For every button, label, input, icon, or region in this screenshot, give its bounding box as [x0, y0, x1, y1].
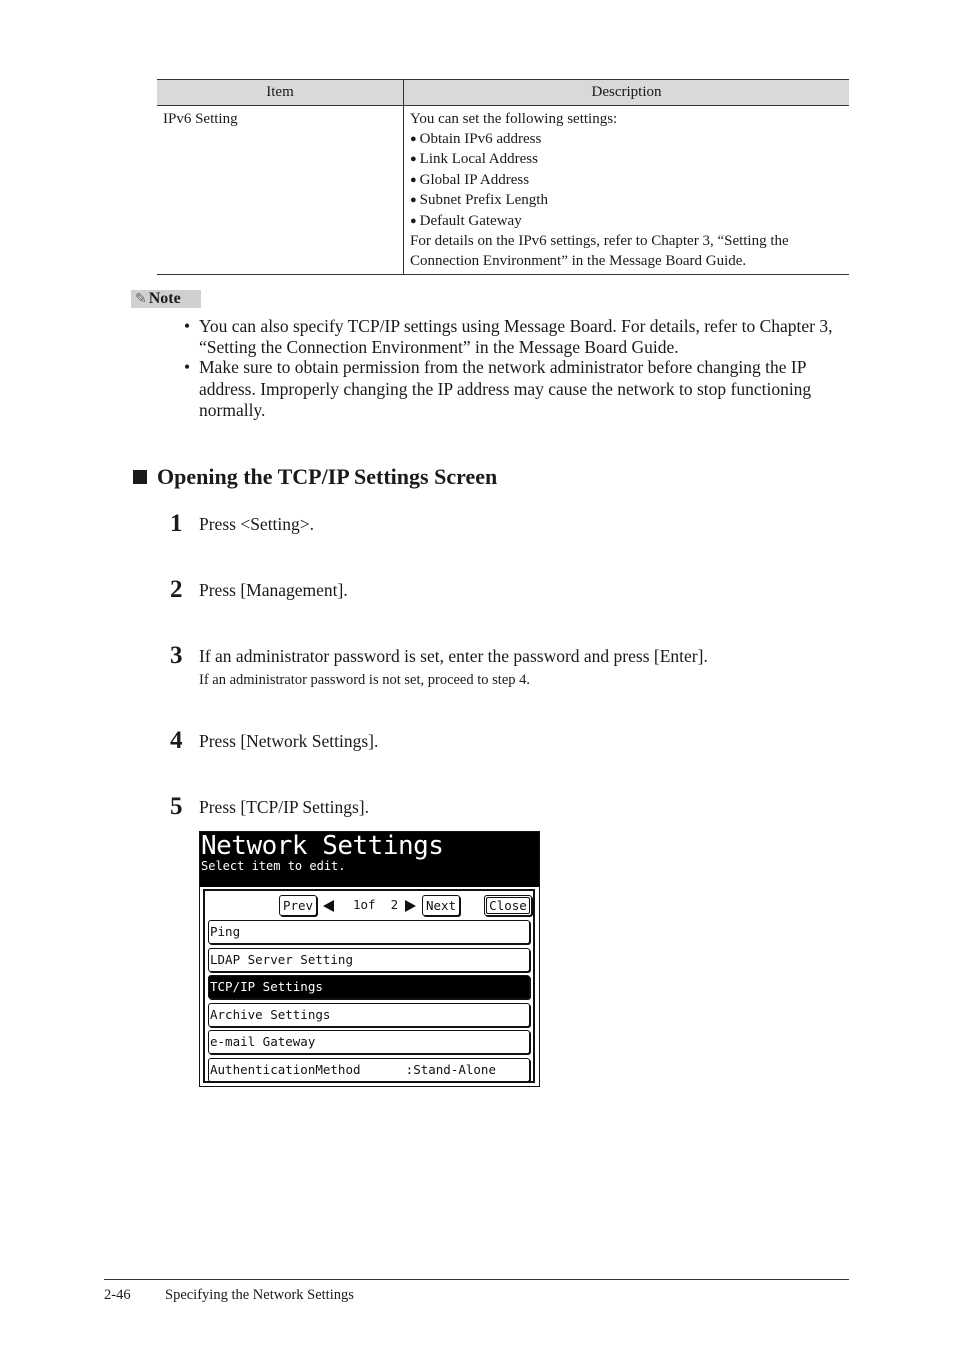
- note-item: • You can also specify TCP/IP settings using Message Board. For details, refer to Chapter 3, “Setting the Connection Environment” in the Message Board Guide.: [184, 316, 850, 357]
- pencil-icon: ✎: [135, 292, 147, 307]
- description-intro: You can set the following settings:: [410, 111, 618, 127]
- header-description: Description: [404, 80, 850, 106]
- menu-item-email-gateway[interactable]: e-mail Gateway: [208, 1030, 530, 1054]
- step-subtext: If an administrator password is not set, proceed to step 4.: [199, 672, 531, 688]
- row-description: [404, 106, 850, 275]
- page-total: 2: [390, 897, 399, 912]
- footer-divider: [104, 1279, 849, 1280]
- next-button[interactable]: Next: [422, 895, 460, 916]
- bullet-item: ● Subnet Prefix Length: [410, 191, 843, 212]
- close-button[interactable]: [484, 895, 532, 916]
- screen-title: Network Settings: [201, 831, 444, 861]
- description-details-2: Connection Environment” in the Message Board Guide.: [410, 252, 747, 269]
- screen-panel: [203, 889, 535, 1083]
- menu-item-authentication-method[interactable]: AuthenticationMethod :Stand-Alone: [208, 1058, 530, 1082]
- step-text: Press [TCP/IP Settings].: [199, 797, 369, 817]
- header-item: Item: [157, 80, 404, 106]
- screen-title-bar: [200, 832, 539, 887]
- step-number: 1: [170, 510, 183, 537]
- bullet-item: ● Obtain IPv6 address: [410, 130, 843, 151]
- description-details-1: For details on the IPv6 settings, refer to Chapter 3, “Setting the: [410, 233, 789, 249]
- section-heading: [133, 463, 497, 491]
- triangle-left-icon: [323, 900, 334, 912]
- step-number: 5: [170, 793, 183, 820]
- section-heading-text: Opening the TCP/IP Settings Screen: [157, 464, 498, 489]
- note-label-text: Note: [148, 290, 181, 307]
- square-bullet-icon: [133, 470, 147, 484]
- footer-page-number: 2-46: [104, 1287, 131, 1303]
- table-row: [157, 106, 849, 275]
- step-number: 3: [170, 642, 183, 669]
- row-item: IPv6 Setting: [157, 106, 404, 275]
- table-header-row: [157, 80, 849, 106]
- close-button-label: Close: [486, 897, 530, 914]
- step-number: 2: [170, 576, 183, 603]
- device-screen: [199, 831, 540, 1087]
- step-text: Press [Management].: [199, 580, 348, 600]
- note-list: [184, 316, 850, 422]
- step-text: Press [Network Settings].: [199, 731, 379, 751]
- step-text: If an administrator password is set, enter the password and press [Enter].: [199, 646, 708, 666]
- bullet-item: ● Global IP Address: [410, 171, 843, 192]
- step-text: Press <Setting>.: [199, 514, 315, 534]
- footer-title: Specifying the Network Settings: [165, 1287, 354, 1303]
- menu-item-tcp-ip-settings[interactable]: TCP/IP Settings: [208, 975, 530, 999]
- step-number: 4: [170, 727, 183, 754]
- menu-item-ldap-server-setting[interactable]: LDAP Server Setting: [208, 948, 530, 972]
- bullet-item: ● Link Local Address: [410, 150, 843, 171]
- screen-subtitle: Select item to edit.: [201, 859, 346, 873]
- menu-item-ping[interactable]: Ping: [208, 920, 530, 944]
- note-label: [131, 290, 201, 308]
- page-indicator: [353, 897, 398, 913]
- description-bullets: [410, 130, 843, 233]
- prev-button[interactable]: Prev: [279, 895, 317, 916]
- settings-table: [157, 79, 849, 275]
- triangle-right-icon: [405, 900, 416, 912]
- menu-item-archive-settings[interactable]: Archive Settings: [208, 1003, 530, 1027]
- note-item: • Make sure to obtain permission from the network administrator before changing the IP address. Improperly changing the IP address may cause the network to stop functioning normally.: [184, 357, 850, 422]
- bullet-item: ● Default Gateway: [410, 212, 843, 233]
- page-current: 1of: [353, 897, 376, 912]
